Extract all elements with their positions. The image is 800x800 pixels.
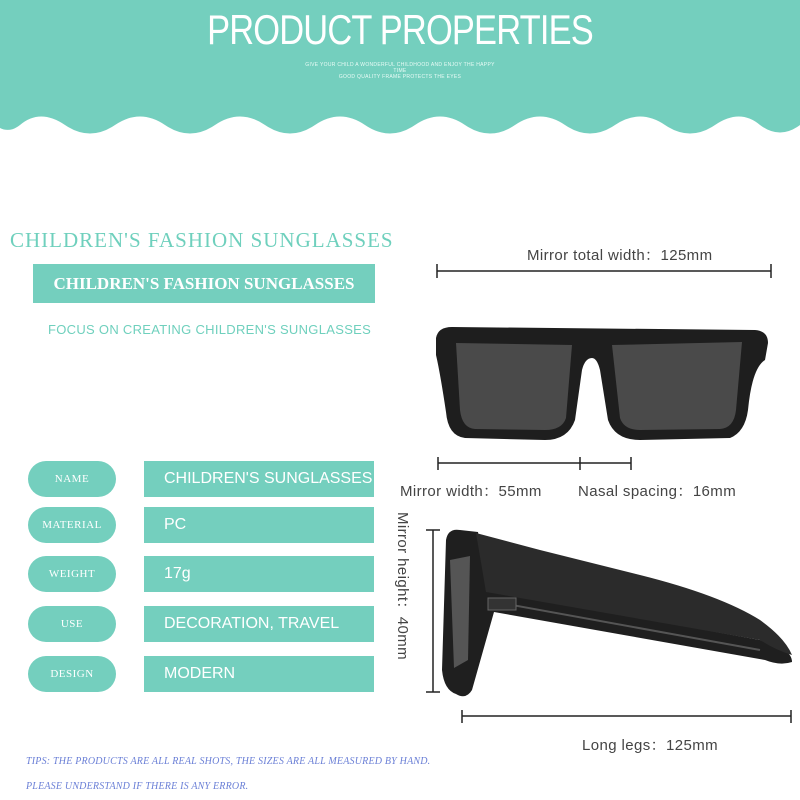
long-legs-line — [462, 710, 791, 723]
sunglasses-side-view — [442, 530, 792, 697]
mirror-height-label: Mirror height：40mm — [394, 512, 411, 661]
tips-line-2: PLEASE UNDERSTAND IF THERE IS ANY ERROR. — [26, 781, 249, 792]
section-tagline: FOCUS ON CREATING CHILDREN'S SUNGLASSES — [48, 322, 372, 337]
long-legs-label: Long legs：125mm — [582, 737, 719, 754]
tips-line-1: TIPS: THE PRODUCTS ARE ALL REAL SHOTS, THE SIZES ARE ALL MEASURED BY HAND. — [26, 756, 431, 767]
section-heading-bar: CHILDREN'S FASHION SUNGLASSES — [33, 264, 375, 303]
banner-subtitle-1: GIVE YOUR CHILD A WONDERFUL CHILDHOOD AND ENJOY THE HAPPY TIME — [305, 62, 495, 74]
mirror-height-line — [426, 530, 440, 692]
spec-key: DESIGN — [28, 656, 116, 692]
spec-value: DECORATION, TRAVEL — [144, 606, 374, 642]
spec-key: USE — [28, 606, 116, 642]
spec-value: 17g — [144, 556, 374, 592]
total-width-label: Mirror total width：125mm — [527, 247, 713, 264]
total-width-line — [437, 264, 771, 278]
banner-title: PRODUCT PROPERTIES — [207, 6, 593, 53]
sunglasses-front-view — [436, 327, 768, 440]
spec-key: WEIGHT — [28, 556, 116, 592]
spec-value: MODERN — [144, 656, 374, 692]
spec-value: CHILDREN'S SUNGLASSES — [144, 461, 374, 497]
spec-key: NAME — [28, 461, 116, 497]
banner-subtitle-2: GOOD QUALITY FRAME PROTECTS THE EYES — [338, 74, 462, 80]
spec-key: MATERIAL — [28, 507, 116, 543]
mirror-width-line — [438, 457, 631, 470]
nasal-spacing-label: Nasal spacing：16mm — [578, 483, 737, 500]
mirror-width-label: Mirror width：55mm — [400, 483, 542, 500]
section-heading-script: CHILDREN'S FASHION SUNGLASSES — [10, 228, 394, 252]
spec-value: PC — [144, 507, 374, 543]
